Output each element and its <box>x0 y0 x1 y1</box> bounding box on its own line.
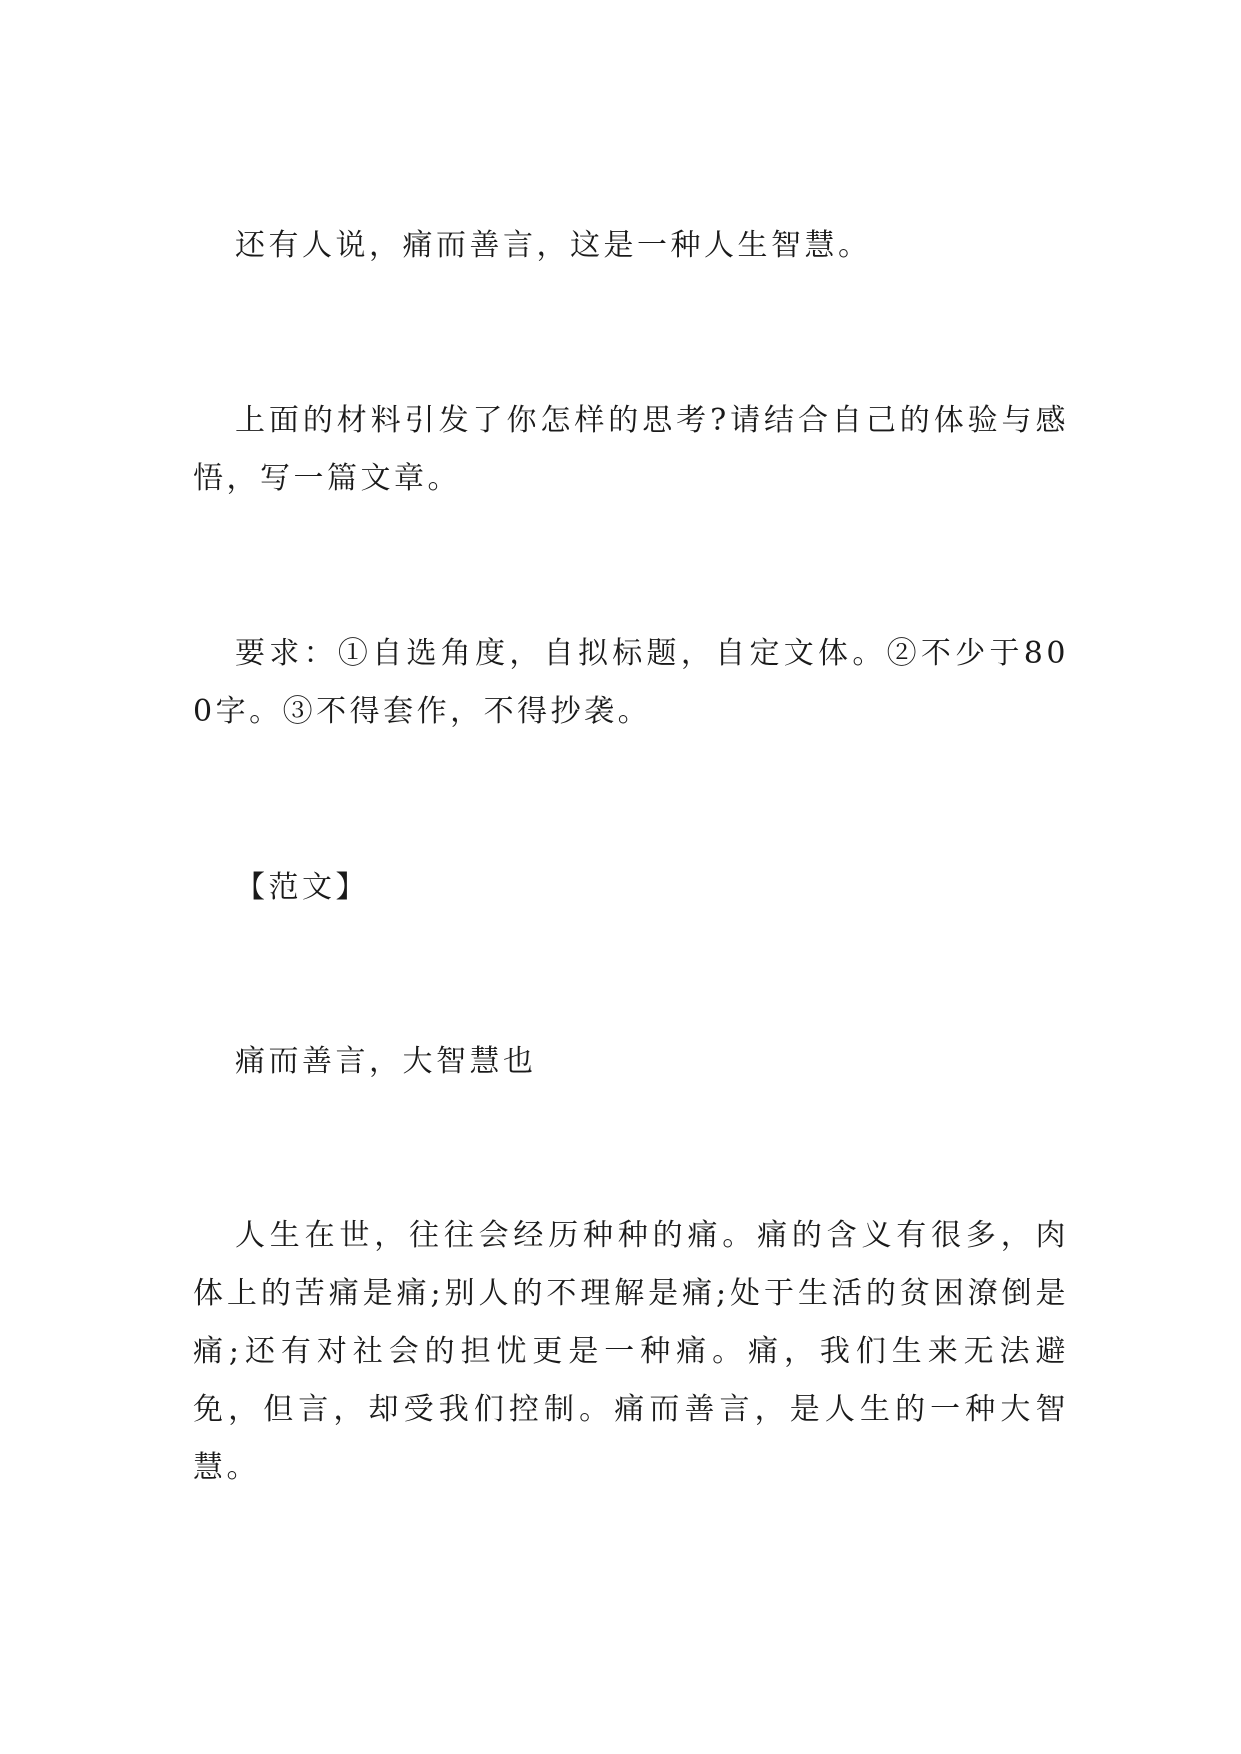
essay-title: 痛而善言，大智慧也 <box>235 1044 537 1079</box>
paragraph-quote: 还有人说，痛而善言，这是一种人生智慧。 <box>235 228 872 263</box>
essay-body-paragraph: 人生在世，往往会经历种种的痛。痛的含义有很多，肉体上的苦痛是痛;别人的不理解是痛;处于生活的贫困潦倒是痛;还有对社会的担忧更是一种痛。痛，我们生来无法避免，但言，却受我们控制。痛而善言，是人生的一种大智慧。 <box>193 1218 1069 1485</box>
paragraph-requirements: 要求：①自选角度，自拟标题，自定文体。②不少于800字。③不得套作，不得抄袭。 <box>193 636 1069 729</box>
section-heading-sample-essay: 【范文】 <box>235 870 369 905</box>
paragraph-prompt: 上面的材料引发了你怎样的思考?请结合自己的体验与感悟，写一篇文章。 <box>193 403 1069 496</box>
